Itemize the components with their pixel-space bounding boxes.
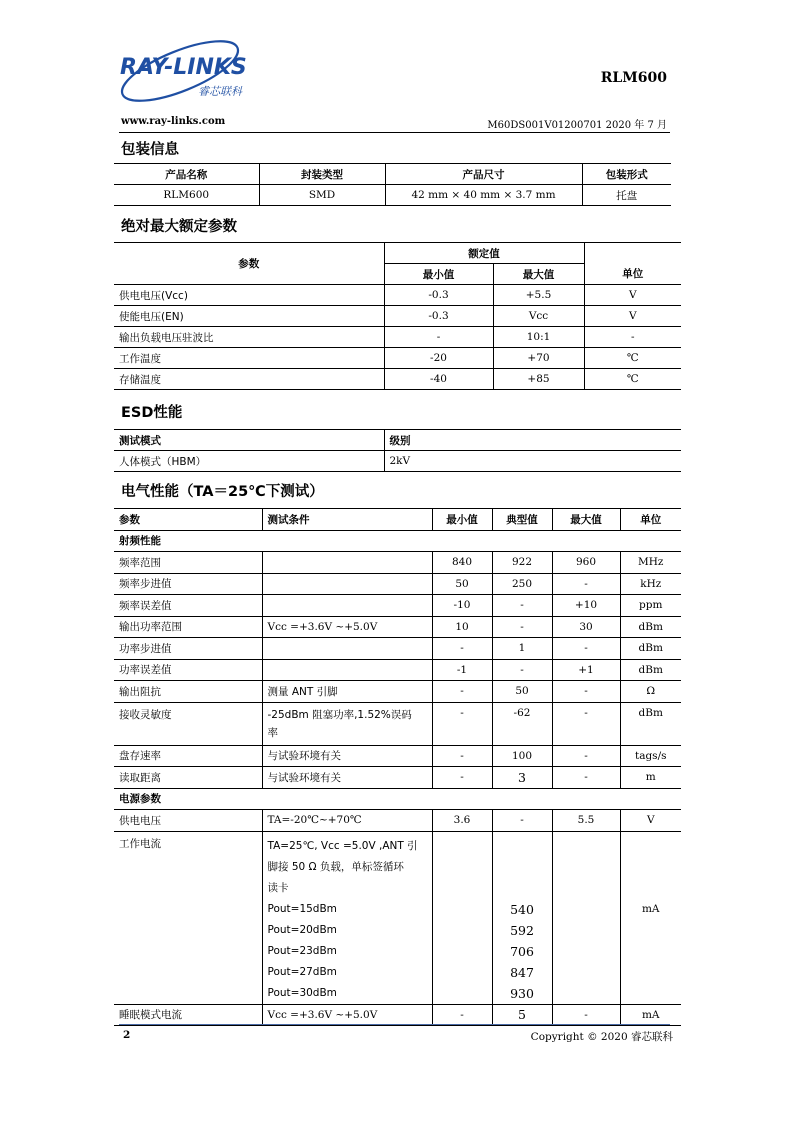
table-row-operating-current	[114, 831, 681, 1004]
typical-value: 706	[510, 943, 534, 959]
table-header-row	[114, 509, 681, 531]
cell: +10	[552, 595, 620, 617]
cell: Vcc =+3.6V ~+5.0V	[262, 616, 432, 638]
cell: 存储温度	[114, 369, 384, 390]
header-cell: 参数	[114, 509, 262, 531]
cell	[620, 831, 681, 1004]
cell: kHz	[620, 573, 681, 595]
cell: -	[432, 702, 492, 745]
header-cell: 产品尺寸	[385, 164, 582, 185]
condition-line: 脚接 50 Ω 负载，单标签循环	[267, 860, 404, 873]
section-title-packaging: 包装信息	[121, 142, 179, 158]
group-row-rf	[114, 530, 681, 552]
cell: Vcc =+3.6V ~+5.0V	[262, 1004, 432, 1026]
cell: V	[584, 306, 681, 327]
table-row	[114, 369, 681, 390]
cell: mA	[620, 1004, 681, 1026]
cell: 睡眠模式电流	[114, 1004, 262, 1026]
header-cell: 测试条件	[262, 509, 432, 531]
table-row	[114, 185, 671, 206]
header-cell: 测试模式	[114, 430, 384, 451]
cell	[262, 638, 432, 660]
cell: 10	[432, 616, 492, 638]
abs-max-table	[114, 242, 681, 390]
cell: -1	[432, 659, 492, 681]
cell: 3	[492, 767, 552, 789]
header-cell: 最大值	[552, 509, 620, 531]
unit-value: mA	[641, 902, 660, 915]
table-row	[114, 659, 681, 681]
section-title-esd: ESD性能	[121, 405, 183, 421]
header-cell: 产品名称	[114, 164, 259, 185]
cell: -	[552, 573, 620, 595]
cell: dBm	[620, 638, 681, 660]
ray-links-logo	[118, 35, 270, 110]
table-row	[114, 638, 681, 660]
cell: 42 mm × 40 mm × 3.7 mm	[385, 185, 582, 206]
cell: +5.5	[493, 285, 584, 306]
cell: 接收灵敏度	[114, 702, 262, 745]
cell: 工作温度	[114, 348, 384, 369]
cell: TA=-20℃~+70℃	[262, 810, 432, 832]
table-row	[114, 595, 681, 617]
cell: 1	[492, 638, 552, 660]
table-row	[114, 573, 681, 595]
cell: -	[584, 327, 681, 348]
typical-value: 847	[510, 964, 534, 980]
cell	[432, 831, 492, 1004]
cell	[262, 659, 432, 681]
table-row	[114, 306, 681, 327]
table-row	[114, 810, 681, 832]
cell: -	[432, 638, 492, 660]
cell: 供电电压	[114, 810, 262, 832]
cell: 50	[492, 681, 552, 703]
typical-value: 540	[510, 901, 534, 917]
cell: m	[620, 767, 681, 789]
cell: SMD	[259, 185, 385, 206]
table-row	[114, 552, 681, 574]
header-cell: 封装类型	[259, 164, 385, 185]
cell: MHz	[620, 552, 681, 574]
cell: RLM600	[163, 189, 210, 201]
cell: 人体模式（HBM）	[119, 455, 207, 468]
cell: Vcc	[493, 306, 584, 327]
cell: 与试验环境有关	[262, 745, 432, 767]
cell	[262, 595, 432, 617]
cell: 频率范围	[114, 552, 262, 574]
cell: -	[552, 745, 620, 767]
cell	[262, 552, 432, 574]
cell	[262, 831, 432, 1004]
cell: -	[492, 659, 552, 681]
cell: -40	[384, 369, 493, 390]
table-header-row	[114, 243, 681, 264]
cell: 250	[492, 573, 552, 595]
cell: 频率误差值	[114, 595, 262, 617]
header-cell: 最小值	[384, 264, 493, 285]
section-title-abs-max: 绝对最大额定参数	[121, 219, 237, 235]
cell: -	[492, 810, 552, 832]
cell: 使能电压(EN)	[114, 306, 384, 327]
group-label: 射频性能	[114, 530, 681, 552]
cell: 输出阻抗	[114, 681, 262, 703]
cell: 盘存速率	[114, 745, 262, 767]
packaging-table	[114, 163, 671, 206]
condition-line: 率	[267, 726, 278, 739]
copyright-text: Copyright © 2020 睿芯联科	[530, 1031, 673, 1043]
cell: 输出负载电压驻波比	[114, 327, 384, 348]
cell: 与试验环境有关	[262, 767, 432, 789]
table-row	[114, 681, 681, 703]
header-cell: 典型值	[492, 509, 552, 531]
cell: -	[552, 702, 620, 745]
cell: -	[552, 681, 620, 703]
cell: 5	[492, 1004, 552, 1026]
cell: tags/s	[620, 745, 681, 767]
document-number: M60DS001V01200701 2020 年 7 月	[487, 120, 667, 131]
cell: ℃	[584, 348, 681, 369]
cell: 2kV	[384, 451, 681, 472]
cell: -20	[384, 348, 493, 369]
header-divider	[119, 132, 670, 133]
condition-line: 读卡	[267, 881, 289, 894]
cell: 功率步进值	[114, 638, 262, 660]
table-row	[114, 285, 681, 306]
header-cell: 单位	[584, 264, 681, 285]
cell: 供电电压(Vcc)	[114, 285, 384, 306]
cell: -	[432, 1004, 492, 1026]
table-row	[114, 451, 681, 472]
condition-line: Pout=20dBm	[267, 923, 337, 936]
cell: -62	[492, 702, 552, 745]
cell: dBm	[620, 616, 681, 638]
header-cell: 包装形式	[582, 164, 671, 185]
cell: dBm	[620, 659, 681, 681]
document-code: RLM600	[600, 70, 667, 86]
header-cell: 额定值	[384, 243, 584, 264]
cell: V	[620, 810, 681, 832]
header-cell: 级别	[384, 430, 681, 451]
cell: -	[552, 767, 620, 789]
cell: dBm	[620, 702, 681, 745]
cell: +85	[493, 369, 584, 390]
section-title-electrical: 电气性能（TA＝25℃下测试）	[121, 484, 324, 500]
header-cell: 最大值	[493, 264, 584, 285]
table-row	[114, 767, 681, 789]
cell: 30	[552, 616, 620, 638]
cell: ℃	[584, 369, 681, 390]
cell: 100	[492, 745, 552, 767]
cell: -	[432, 681, 492, 703]
cell: Ω	[620, 681, 681, 703]
cell: -	[432, 767, 492, 789]
cell: 测量 ANT 引脚	[262, 681, 432, 703]
table-row	[114, 348, 681, 369]
condition-line: Pout=23dBm	[267, 944, 337, 957]
website-link[interactable]: www.ray-links.com	[121, 116, 226, 127]
cell: -10	[432, 595, 492, 617]
cell: 50	[432, 573, 492, 595]
cell	[492, 831, 552, 1004]
header-cell: 最小值	[432, 509, 492, 531]
cell	[262, 702, 432, 745]
page-number: 2	[123, 1029, 131, 1041]
cell: -	[432, 745, 492, 767]
footer-divider	[119, 1024, 670, 1025]
cell	[552, 831, 620, 1004]
condition-line: -25dBm 阻塞功率,1.52%误码	[267, 708, 412, 721]
table-row	[114, 1004, 681, 1026]
cell: 读取距离	[114, 767, 262, 789]
cell: V	[584, 285, 681, 306]
esd-table	[114, 429, 681, 472]
typical-value: 930	[510, 985, 534, 1001]
header-cell	[584, 243, 681, 264]
table-row	[114, 745, 681, 767]
cell: 922	[492, 552, 552, 574]
cell: 托盘	[582, 185, 671, 206]
typical-value: 592	[510, 922, 534, 938]
cell: 频率步进值	[114, 573, 262, 595]
header-cell: 单位	[620, 509, 681, 531]
electrical-table	[114, 508, 681, 1026]
table-header-row	[114, 164, 671, 185]
cell: 840	[432, 552, 492, 574]
cell	[262, 573, 432, 595]
group-label: 电源参数	[114, 788, 681, 810]
cell: 3.6	[432, 810, 492, 832]
cell: +70	[493, 348, 584, 369]
cell: ppm	[620, 595, 681, 617]
cell: +1	[552, 659, 620, 681]
cell: -0.3	[384, 306, 493, 327]
cell: 5.5	[552, 810, 620, 832]
cell: -	[552, 1004, 620, 1026]
logo-subtext: 睿芯联科	[198, 85, 242, 98]
cell: -	[492, 616, 552, 638]
cell: -0.3	[384, 285, 493, 306]
table-header-row	[114, 430, 681, 451]
table-row-sensitivity	[114, 702, 681, 745]
table-row	[114, 327, 681, 348]
condition-line: Pout=30dBm	[267, 986, 337, 999]
header-cell: 参数	[114, 243, 384, 285]
condition-line: Pout=27dBm	[267, 965, 337, 978]
table-row	[114, 616, 681, 638]
cell: 10:1	[493, 327, 584, 348]
logo-text: RAY-LINKS	[120, 55, 247, 80]
cell: 功率误差值	[114, 659, 262, 681]
group-row-power	[114, 788, 681, 810]
cell: -	[552, 638, 620, 660]
condition-line: Pout=15dBm	[267, 902, 337, 915]
cell: -	[384, 327, 493, 348]
cell: -	[492, 595, 552, 617]
cell: 输出功率范围	[114, 616, 262, 638]
cell: 960	[552, 552, 620, 574]
condition-line: TA=25℃, Vcc =5.0V ,ANT 引	[267, 839, 418, 852]
cell: 工作电流	[114, 831, 262, 1004]
